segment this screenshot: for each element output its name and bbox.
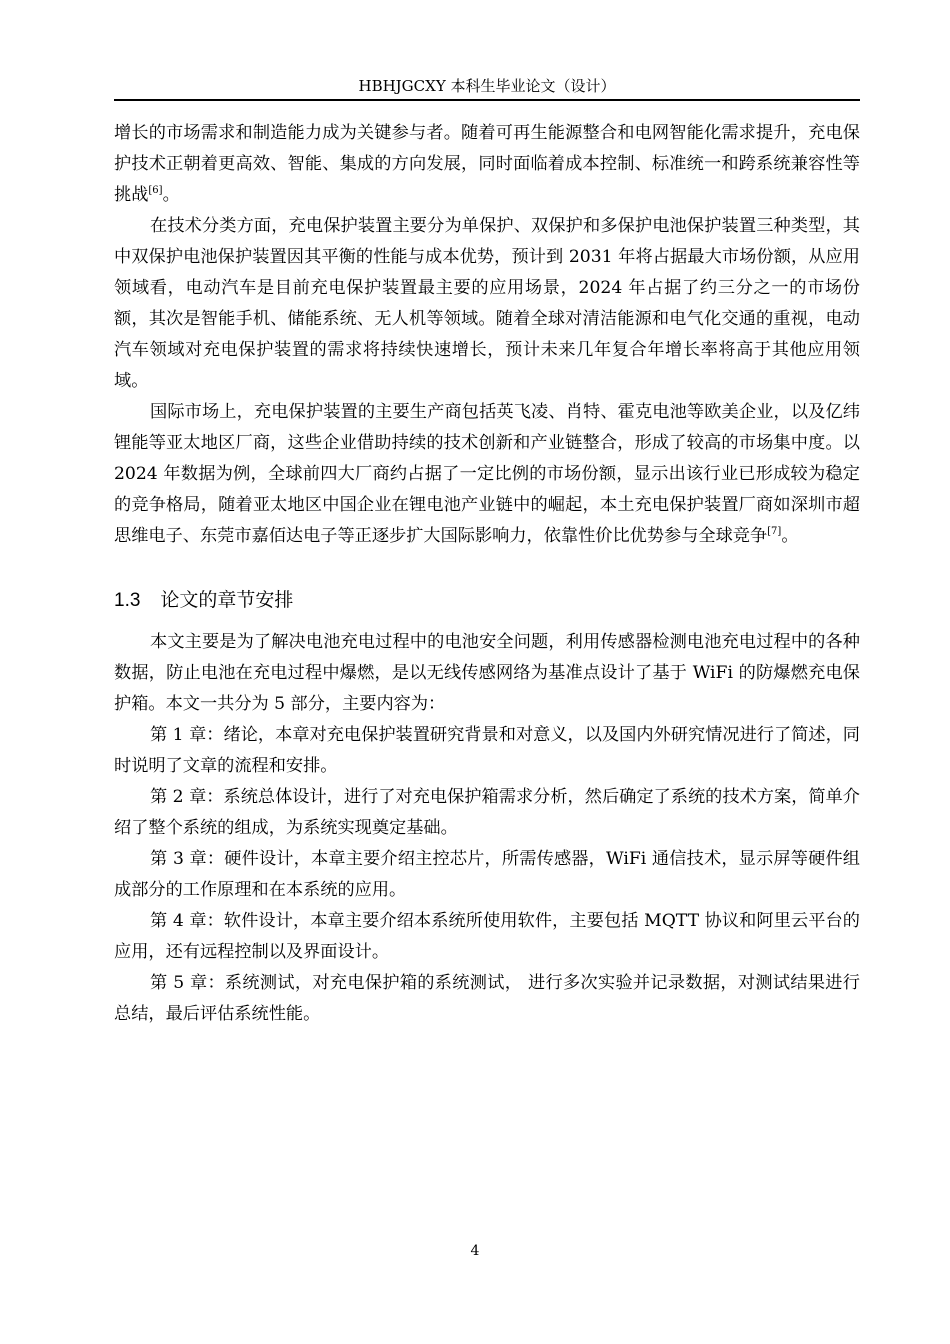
chapter-3-summary: 第 3 章：硬件设计，本章主要介绍主控芯片，所需传感器，WiFi 通信技术，显示屏等硬件组成部分的工作原理和在本系统的应用。 (114, 849, 860, 900)
chapter-1-summary: 第 1 章：绪论，本章对充电保护装置研究背景和对意义，以及国内外研究情况进行了简述，同时说明了文章的流程和安排。 (114, 725, 860, 776)
section-title: 论文的章节安排 (160, 589, 294, 611)
header-divider (114, 99, 860, 101)
chapter-2-summary: 第 2 章：系统总体设计，进行了对充电保护箱需求分析，然后确定了系统的技术方案，简单介绍了整个系统的组成，为系统实现奠定基础。 (114, 787, 860, 838)
citation-6[interactable]: [6] (148, 185, 163, 196)
body-paragraph-2: 在技术分类方面，充电保护装置主要分为单保护、双保护和多保护电池保护装置三种类型，其中双保护电池保护装置因其平衡的性能与成本优势，预计到 2031 年将占据最大市场份额，从应用领域看，电动汽车是目前充电保护装置最主要的应用场景，2024 年占据了约三分之一的市场份额，其次是智能手机、储能系统、无人机等领域。随着全球对清洁能源和电气化交通的重视，电动汽车领域对充电保护装置的需求将持续快速增长，预计未来几年复合年增长率将高于其他应用领域。 (114, 216, 860, 391)
section-number: 1.3 (114, 590, 141, 611)
chapter-4-summary: 第 4 章：软件设计，本章主要介绍本系统所使用软件，主要包括 MQTT 协议和阿里云平台的应用，还有远程控制以及界面设计。 (114, 911, 860, 962)
page-number: 4 (470, 1243, 480, 1259)
chapter-5-summary: 第 5 章：系统测试，对充电保护箱的系统测试， 进行多次实验并记录数据，对测试结果进行总结，最后评估系统性能。 (114, 973, 860, 1024)
running-header: HBHJGCXY 本科生毕业论文（设计） (358, 77, 616, 95)
chapter-intro-paragraph: 本文主要是为了解决电池充电过程中的电池安全问题，利用传感器检测电池充电过程中的各种数据，防止电池在充电过程中爆燃，是以无线传感网络为基准点设计了基于 WiFi 的防爆燃充电保护箱。本文一共分为 5 部分，主要内容为： (114, 632, 860, 714)
body-paragraph-3: 国际市场上，充电保护装置的主要生产商包括英飞凌、肖特、霍克电池等欧美企业，以及亿纬锂能等亚太地区厂商，这些企业借助持续的技术创新和产业链整合，形成了较高的市场集中度。以 2024 年数据为例，全球前四大厂商约占据了一定比例的市场份额，显示出该行业已形成较为稳定的竞争格局，随着亚太地区中国企业在锂电池产业链中的崛起，本土充电保护装置厂商如深圳市超思维电子、东莞市嘉佰达电子等正逐步扩大国际影响力，依靠性价比优势参与全球竞争[7]。 (114, 402, 860, 546)
section-heading (114, 584, 860, 617)
body-paragraph-1: 增长的市场需求和制造能力成为关键参与者。随着可再生能源整合和电网智能化需求提升，充电保护技术正朝着更高效、智能、集成的方向发展，同时面临着成本控制、标准统一和跨系统兼容性等挑战[6]。 (114, 123, 860, 205)
page-body (114, 118, 860, 1030)
citation-7[interactable]: [7] (767, 526, 782, 537)
